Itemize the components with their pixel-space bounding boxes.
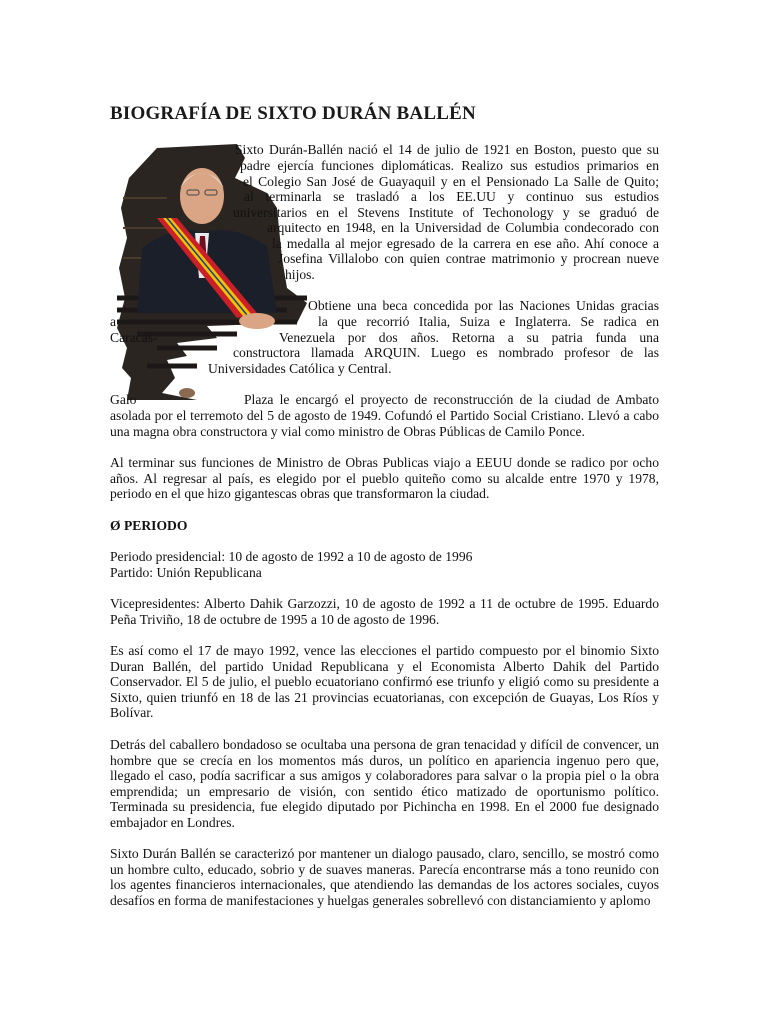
text-line: Universidades Católica y Central.	[208, 361, 392, 376]
text-line: la medalla al mejor egresado de la carrera en ese año. Ahí conoce a	[272, 236, 659, 251]
text-line: Galo	[110, 392, 137, 407]
section-heading-periodo: Ø PERIODO	[110, 518, 188, 533]
paragraph-ministro: Al terminar sus funciones de Ministro de Obras Publicas viajo a EEUU donde se radico por ocho años. Al regresar al país, es elegido por el pueblo quiteño como su alcalde entre 1970 y 1978, periodo en el que hizo gigantescas obras que transformaron la ciudad.	[110, 455, 659, 502]
periodo-block	[110, 549, 659, 580]
text-line: constructora llamada ARQUIN. Luego es nombrado profesor de las	[233, 345, 659, 360]
document-title: BIOGRAFÍA DE SIXTO DURÁN BALLÉN	[110, 103, 476, 124]
text-line: Plaza le encargó el proyecto de reconstrucción de la ciudad de Ambato	[244, 392, 659, 407]
paragraph-elecciones: Es así como el 17 de mayo 1992, vence las elecciones el partido compuesto por el binomio Sixto Duran Ballén, del partido Unidad Republicana y el Economista Alberto Dahik del Partido Conservador. El 5 de julio, el pueblo ecuatoriano confirmó ese triunfo y eligió como su presidente a Sixto, quien triunfó en 18 de las 21 provincias ecuatorianas, con excepción de Guayas, Los Ríos y Bolívar.	[110, 643, 659, 721]
text-line: la que recorrió Italia, Suiza e Inglaterra. Se radica en	[318, 314, 659, 329]
text-line: a	[110, 314, 117, 329]
text-line: hijos.	[285, 267, 315, 282]
text-line: padre ejercía funciones diplomáticas. Realizo sus estudios primarios en	[240, 158, 659, 173]
text-line: Josefina Villalobo con quien contrae matrimonio y procrean nueve	[278, 251, 659, 266]
paragraph-caracter: Sixto Durán Ballén se caracterizó por mantener un dialogo pausado, claro, sencillo, se mostró como un hombre culto, educado, sobrio y de suaves maneras. Parecía encontrarse más a tono reunido con los agentes financieros internacionales, que atendiendo las demandas de los actores sociales, cuyos desafíos en forma de manifestaciones y huelgas generales sobrellevó con distanciamiento y aplomo	[110, 846, 659, 908]
partido-line: Partido: Unión Republicana	[110, 564, 262, 580]
paragraph-vicepresidentes: Vicepresidentes: Alberto Dahik Garzozzi, 10 de agosto de 1992 a 11 de octubre de 1995. Eduardo Peña Triviño, 18 de octubre de 1995 a 10 de agosto de 1996.	[110, 596, 659, 627]
text-line: Sixto Durán-Ballén nació el 14 de julio de 1921 en Boston, puesto que su	[235, 142, 659, 157]
periodo-line: Periodo presidencial: 10 de agosto de 1992 a 10 de agosto de 1996	[110, 549, 473, 564]
paragraph-personalidad: Detrás del caballero bondadoso se ocultaba una persona de gran tenacidad y difícil de convencer, un hombre que se crecía en los momentos más duros, un político en apariencia ingenuo pero que, llegado el caso, podía sacrificar a sus amigos y colaboradores para salvar o la propia piel o la obra emprendida; un empresario de visión, con sentido ético matizado de oportunismo político. Terminada su presidencia, fue elegido diputado por Pichincha en 1998. En el 2000 fue designado embajador en Londres.	[110, 737, 659, 830]
text-line: Obtiene una beca concedida por las Naciones Unidas gracias	[308, 298, 659, 313]
text-line: Caracas-	[110, 330, 158, 345]
text-line: Venezuela por dos años. Retorna a su patria funda una	[279, 330, 659, 345]
text-line: arquitecto en 1948, en la Universidad de Columbia condecorado con	[267, 220, 659, 235]
text-line: universitarios en el Stevens Institute of Techonology y se graduó de	[233, 205, 659, 220]
text-line: el Colegio San José de Guayaquil y en el Pensionado La Salle de Quito;	[243, 174, 659, 189]
text-block: asolada por el terremoto del 5 de agosto de 1949. Cofundó el Partido Social Cristiano. Llevó a cabo una magna obra constructora y vial como ministro de Obras Públicas de Camilo Ponce.	[110, 408, 659, 439]
text-line: al terminarla se trasladó a los EE.UU y continuo sus estudios	[244, 189, 659, 204]
